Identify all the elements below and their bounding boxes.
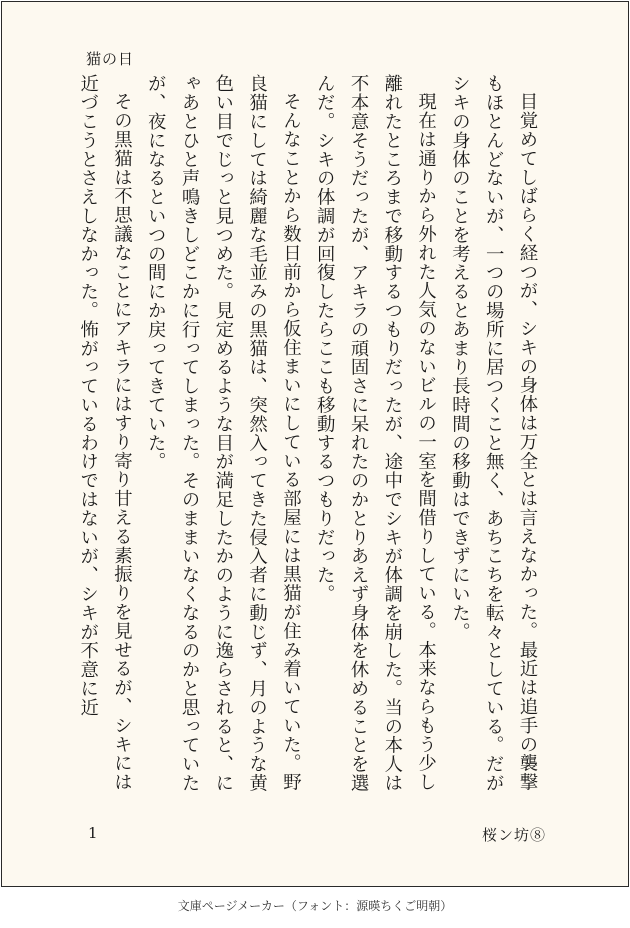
paragraph-4: その黒猫は不思議なことにアキラにはすり寄り甘える素振りを見せるが、シキには近づこうとさえしなかった。怖がっているわけではないが、シキが不意に近 xyxy=(77,74,133,792)
paragraph-1: 目覚めてしばらく経つが、シキの身体は万全とは言えなかった。最近は追手の襲撃もほとんどないが、一つの場所に居つくこと無く、あちこちを転々としている。だがシキの身体のことを考えるとあまり長時間の移動はできずにいた。 xyxy=(449,74,538,793)
paragraph-3: そんなことから数日前から仮住まいにしている部屋には黒猫が住み着いていた。野良猫にしては綺麗な毛並みの黒猫は、突然入ってきた侵入者に動じず、月のような黄色い目でじっと見つめた。見定めるような目が満足したかのように逸らされると、にゃあとひと声鳴きしどこかに行ってしまった。そのままいなくなるのかと思っていたが、夜になるといつの間にか戻ってきていた。 xyxy=(145,74,302,793)
vertical-body-text xyxy=(74,74,544,804)
page-number: 1 xyxy=(88,824,98,842)
running-title: 猫の日 xyxy=(86,50,135,68)
book-page xyxy=(1,1,629,887)
author-name: 桜ン坊⑧ xyxy=(481,826,546,844)
paragraph-2: 現在は通りから外れた人気のないビルの一室を間借りしている。本来ならもう少し離れたところまで移動するつもりだったが、途中でシキが体調を崩した。当の本人は不本意そうだったが、アキラの頑固さに呆れたのかとりあえず身体を休めることを選んだ。シキの体調が回復したらここも移動するつもりだった。 xyxy=(314,74,437,793)
generator-caption: 文庫ページメーカー（フォント：源暎ちくご明朝） xyxy=(177,899,453,913)
